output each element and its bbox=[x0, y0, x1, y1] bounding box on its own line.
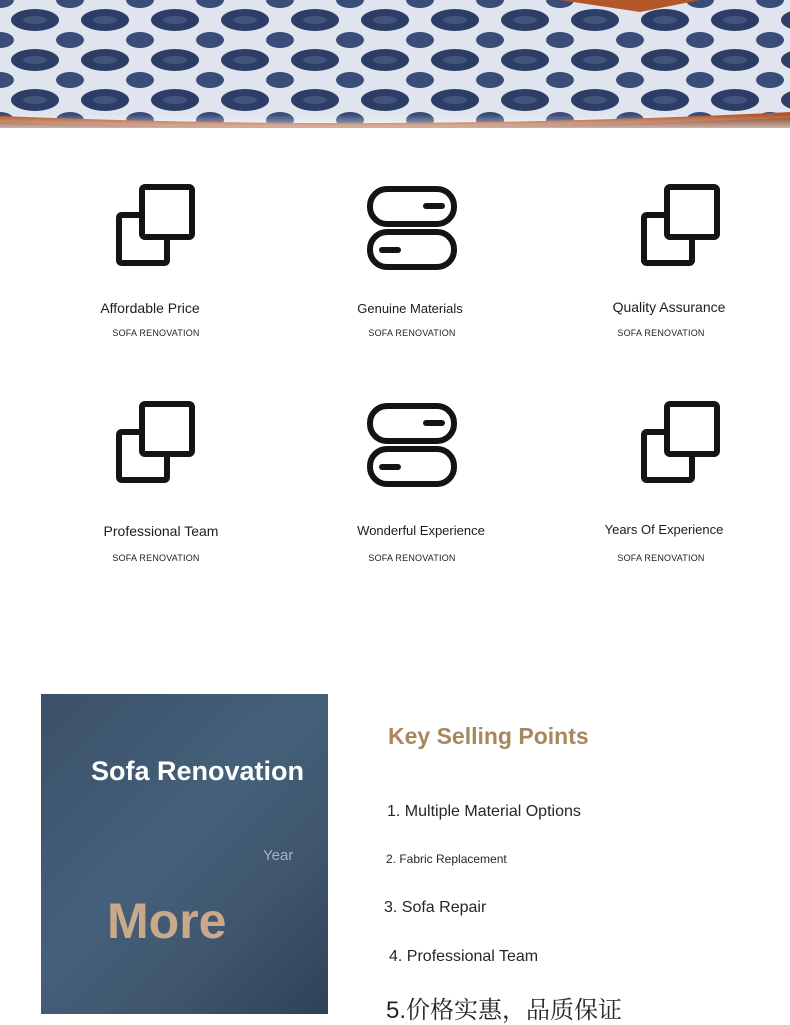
feature-title: Professional Team bbox=[103, 523, 219, 539]
hero-rug-image bbox=[0, 0, 790, 135]
feature-subtitle: SOFA RENOVATION bbox=[368, 553, 456, 563]
feature-subtitle: SOFA RENOVATION bbox=[617, 553, 705, 563]
feature-affordable-price bbox=[50, 300, 250, 316]
feature-item bbox=[581, 184, 781, 266]
selling-points-heading: Key Selling Points bbox=[388, 723, 589, 749]
promo-panel bbox=[41, 694, 328, 1014]
panel-more-label: More bbox=[107, 893, 227, 949]
selling-point-item: 1. Multiple Material Options bbox=[387, 803, 581, 820]
feature-item bbox=[56, 401, 256, 483]
feature-title: Quality Assurance bbox=[612, 299, 726, 315]
selling-point-item: 2. Fabric Replacement bbox=[386, 852, 507, 866]
feature-item bbox=[312, 403, 512, 487]
feature-item bbox=[56, 184, 256, 266]
panel-year-label: Year bbox=[263, 847, 294, 864]
feature-professional-team bbox=[61, 523, 261, 539]
feature-subtitle-wrap bbox=[561, 553, 761, 563]
feature-title: Genuine Materials bbox=[357, 301, 463, 316]
copy-icon bbox=[641, 401, 723, 483]
selling-point-item: 4. Professional Team bbox=[389, 948, 539, 965]
feature-title: Years Of Experience bbox=[604, 522, 724, 537]
feature-quality-assurance bbox=[569, 299, 769, 315]
feature-title: Affordable Price bbox=[100, 300, 200, 316]
feature-subtitle-wrap bbox=[312, 328, 512, 338]
feature-subtitle-wrap bbox=[561, 328, 761, 338]
feature-item bbox=[312, 186, 512, 270]
feature-subtitle: SOFA RENOVATION bbox=[112, 553, 200, 563]
feature-subtitle: SOFA RENOVATION bbox=[617, 328, 705, 338]
feature-subtitle: SOFA RENOVATION bbox=[368, 328, 456, 338]
feature-subtitle-wrap bbox=[312, 553, 512, 563]
feature-genuine-materials bbox=[310, 301, 510, 316]
feature-subtitle-wrap bbox=[56, 553, 256, 563]
copy-icon bbox=[641, 184, 723, 266]
server-icon bbox=[366, 186, 458, 270]
feature-title: Wonderful Experience bbox=[357, 523, 485, 538]
server-icon bbox=[366, 403, 458, 487]
selling-point-item: 5.价格实惠，品质保证 bbox=[386, 997, 623, 1024]
feature-subtitle: SOFA RENOVATION bbox=[112, 328, 200, 338]
copy-icon bbox=[116, 401, 198, 483]
feature-item bbox=[581, 401, 781, 483]
feature-wonderful-experience bbox=[321, 523, 521, 538]
copy-icon bbox=[116, 184, 198, 266]
panel-title: Sofa Renovation bbox=[91, 756, 305, 786]
feature-subtitle-wrap bbox=[56, 328, 256, 338]
selling-point-item: 3. Sofa Repair bbox=[384, 899, 487, 916]
feature-years-of-experience bbox=[564, 522, 764, 537]
